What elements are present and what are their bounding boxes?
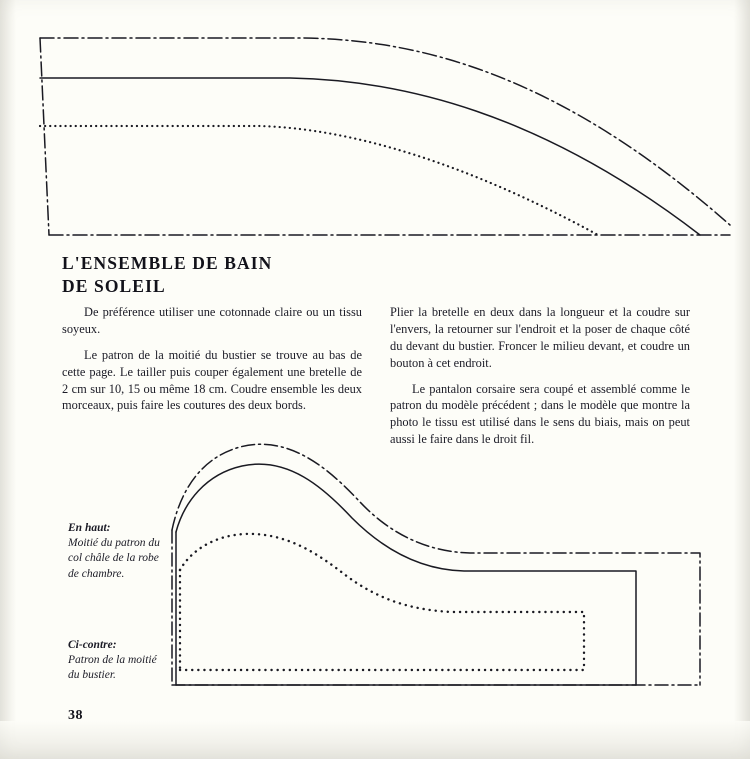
page-title-line-1: L'ENSEMBLE DE BAIN xyxy=(62,253,273,273)
page-edge-bottom-shadow xyxy=(0,721,750,759)
paragraph: De préférence utiliser une cotonnade claire ou un tissu soyeux. xyxy=(62,305,362,337)
figure-shawl-collar-pattern xyxy=(0,0,750,250)
caption-lead: Ci-contre: xyxy=(68,639,117,651)
pattern-line-dash-dot xyxy=(40,38,730,225)
figure-caption-bottom xyxy=(68,638,168,684)
page-number: 38 xyxy=(68,708,83,723)
pattern-line-dotted xyxy=(180,534,584,670)
page-title xyxy=(62,252,362,298)
pattern-edge-left-dash-dot xyxy=(40,38,49,235)
caption-body: Patron de la moitié du bustier. xyxy=(68,654,157,682)
paragraph: Le patron de la moitié du bustier se trouve au bas de cette page. Le tailler puis couper également une bretelle de 2 cm sur 10, 15 ou même 18 cm. Coudre ensemble les deux morceaux, puis faire les coutures des deux bords. xyxy=(62,347,362,413)
caption-lead: En haut: xyxy=(68,522,111,534)
pattern-line-dash-dot xyxy=(172,444,700,685)
paragraph: Le pantalon corsaire sera coupé et assemblé comme le patron du modèle précédent ; dans le modèle que montre la photo le tissu est utilisé dans le sens du biais, mais on peut aussi le faire dans le droit fil. xyxy=(390,381,690,447)
figure-caption-top xyxy=(68,521,160,582)
page-title-line-2: DE SOLEIL xyxy=(62,276,166,297)
paragraph: Plier la bretelle en deux dans la longueur et la coudre sur l'envers, la retourner sur l'endroit et la poser de chaque côté du devant du bustier. Froncer le milieu devant, et coudre un bouton à cet endroit. xyxy=(390,305,690,370)
pattern-line-dotted xyxy=(40,126,598,235)
caption-body: Moitié du patron du col châle de la robe de chambre. xyxy=(68,537,160,580)
pattern-line-solid xyxy=(40,78,700,235)
pattern-line-solid xyxy=(176,464,636,685)
